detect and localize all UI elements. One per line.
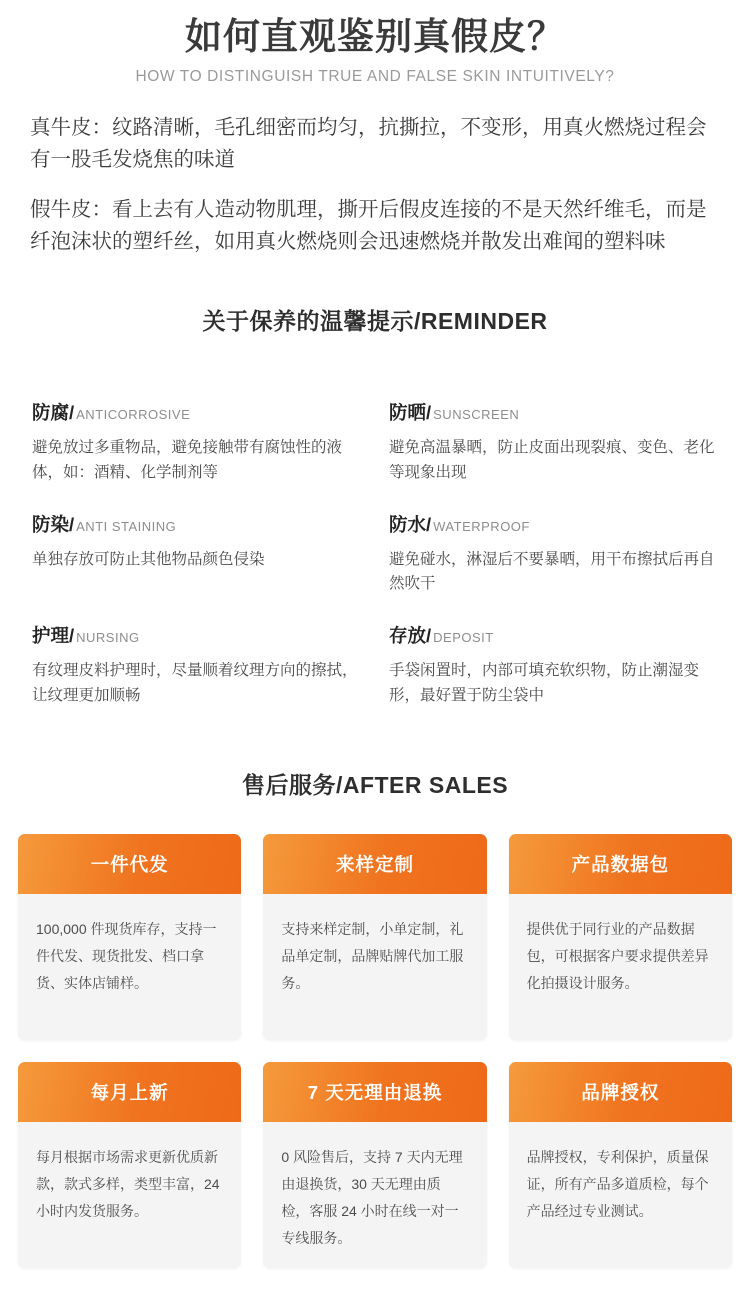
card-title: 产品数据包 <box>509 834 732 894</box>
card-custom-sample <box>263 834 486 1040</box>
care-item-anticorrosive <box>32 400 361 485</box>
care-item-text: 有纹理皮料护理时，尽量顺着纹理方向的擦拭，让纹理更加顺畅 <box>32 661 358 704</box>
care-item-title <box>389 400 718 427</box>
care-item-sunscreen <box>389 400 718 485</box>
care-item-text: 避免碰水，淋湿后不要暴晒，用干布擦拭后再自然吹干 <box>389 550 715 593</box>
aftersales-card-grid <box>18 834 732 1268</box>
care-item-text: 避免高温暴晒，防止皮面出现裂痕、变色、老化等现象出现 <box>389 439 715 481</box>
card-title: 每月上新 <box>18 1062 241 1122</box>
care-item-title <box>32 400 361 427</box>
card-product-data-pack <box>509 834 732 1040</box>
care-item-title-cn: 防腐/ <box>32 402 75 424</box>
card-title: 品牌授权 <box>509 1062 732 1122</box>
card-seven-day-returns <box>263 1062 486 1268</box>
intro-paragraph-fake-leather: 假牛皮：看上去有人造动物肌理，撕开后假皮连接的不是天然纤维毛，而是纤泡沫状的塑纤丝，如用真火燃烧则会迅速燃烧并散发出难闻的塑料味 <box>30 197 707 253</box>
care-item-nursing <box>32 623 361 708</box>
care-item-title-en: ANTI STAINING <box>76 518 177 534</box>
aftersales-heading: 售后服务/AFTER SALES <box>241 771 509 798</box>
care-item-title <box>32 623 361 650</box>
card-text: 品牌授权，专利保护，质量保证，所有产品多道质检，每个产品经过专业测试。 <box>526 1148 709 1220</box>
intro-section <box>30 112 720 257</box>
care-item-title <box>389 623 718 650</box>
care-item-waterproof <box>389 512 718 597</box>
care-item-deposit <box>389 623 718 708</box>
care-item-title-en: WATERPROOF <box>433 518 530 534</box>
care-item-title-en: ANTICORROSIVE <box>76 407 191 423</box>
card-text: 提供优于同行业的产品数据包，可根据客户要求提供差异化拍摄设计服务。 <box>526 920 709 992</box>
page-header <box>0 0 750 86</box>
care-item-title <box>389 512 718 539</box>
card-monthly-new-arrivals <box>18 1062 241 1268</box>
reminder-heading: 关于保养的温馨提示/REMINDER <box>202 308 548 335</box>
page-subtitle: HOW TO DISTINGUISH TRUE AND FALSE SKIN INTUITIVELY? <box>135 68 615 86</box>
card-brand-authorization <box>509 1062 732 1268</box>
care-item-title <box>32 512 361 539</box>
card-title: 来样定制 <box>263 834 486 894</box>
page-title: 如何直观鉴别真假皮？ <box>185 16 565 57</box>
intro-paragraph-real-leather: 真牛皮：纹路清晰，毛孔细密而均匀，抗撕拉，不变形，用真火燃烧过程会有一股毛发烧焦的味道 <box>30 116 707 172</box>
card-title: 7 天无理由退换 <box>263 1062 486 1122</box>
care-item-title-en: NURSING <box>76 630 140 646</box>
care-item-title-cn: 护理/ <box>32 625 75 647</box>
care-item-text: 避免放过多重物品，避免接触带有腐蚀性的液体，如：酒精、化学制剂等 <box>32 439 343 481</box>
card-dropshipping <box>18 834 241 1040</box>
care-item-title-en: DEPOSIT <box>433 630 494 646</box>
card-text: 0 风险售后，支持 7 天内无理由退换货，30 天无理由质检，客服 24 小时在线一对一专线服务。 <box>281 1148 463 1247</box>
card-title: 一件代发 <box>18 834 241 894</box>
care-item-title-cn: 防水/ <box>389 513 432 535</box>
care-tips-grid <box>32 400 718 708</box>
care-item-text: 单独存放可防止其他物品颜色侵染 <box>32 550 265 568</box>
care-item-text: 手袋闲置时，内部可填充软织物，防止潮湿变形，最好置于防尘袋中 <box>389 661 700 704</box>
card-text: 支持来样定制，小单定制，礼品单定制，品牌贴牌代加工服务。 <box>281 920 464 992</box>
care-item-title-cn: 存放/ <box>389 625 432 647</box>
care-item-title-cn: 防晒/ <box>389 402 432 424</box>
care-item-anti-staining <box>32 512 361 597</box>
card-text: 每月根据市场需求更新优质新款，款式多样，类型丰富，24 小时内发货服务。 <box>36 1148 220 1220</box>
care-item-title-cn: 防染/ <box>32 513 75 535</box>
card-text: 100,000 件现货库存，支持一件代发、现货批发、档口拿货、实体店铺样。 <box>36 920 217 992</box>
care-item-title-en: SUNSCREEN <box>433 407 520 423</box>
